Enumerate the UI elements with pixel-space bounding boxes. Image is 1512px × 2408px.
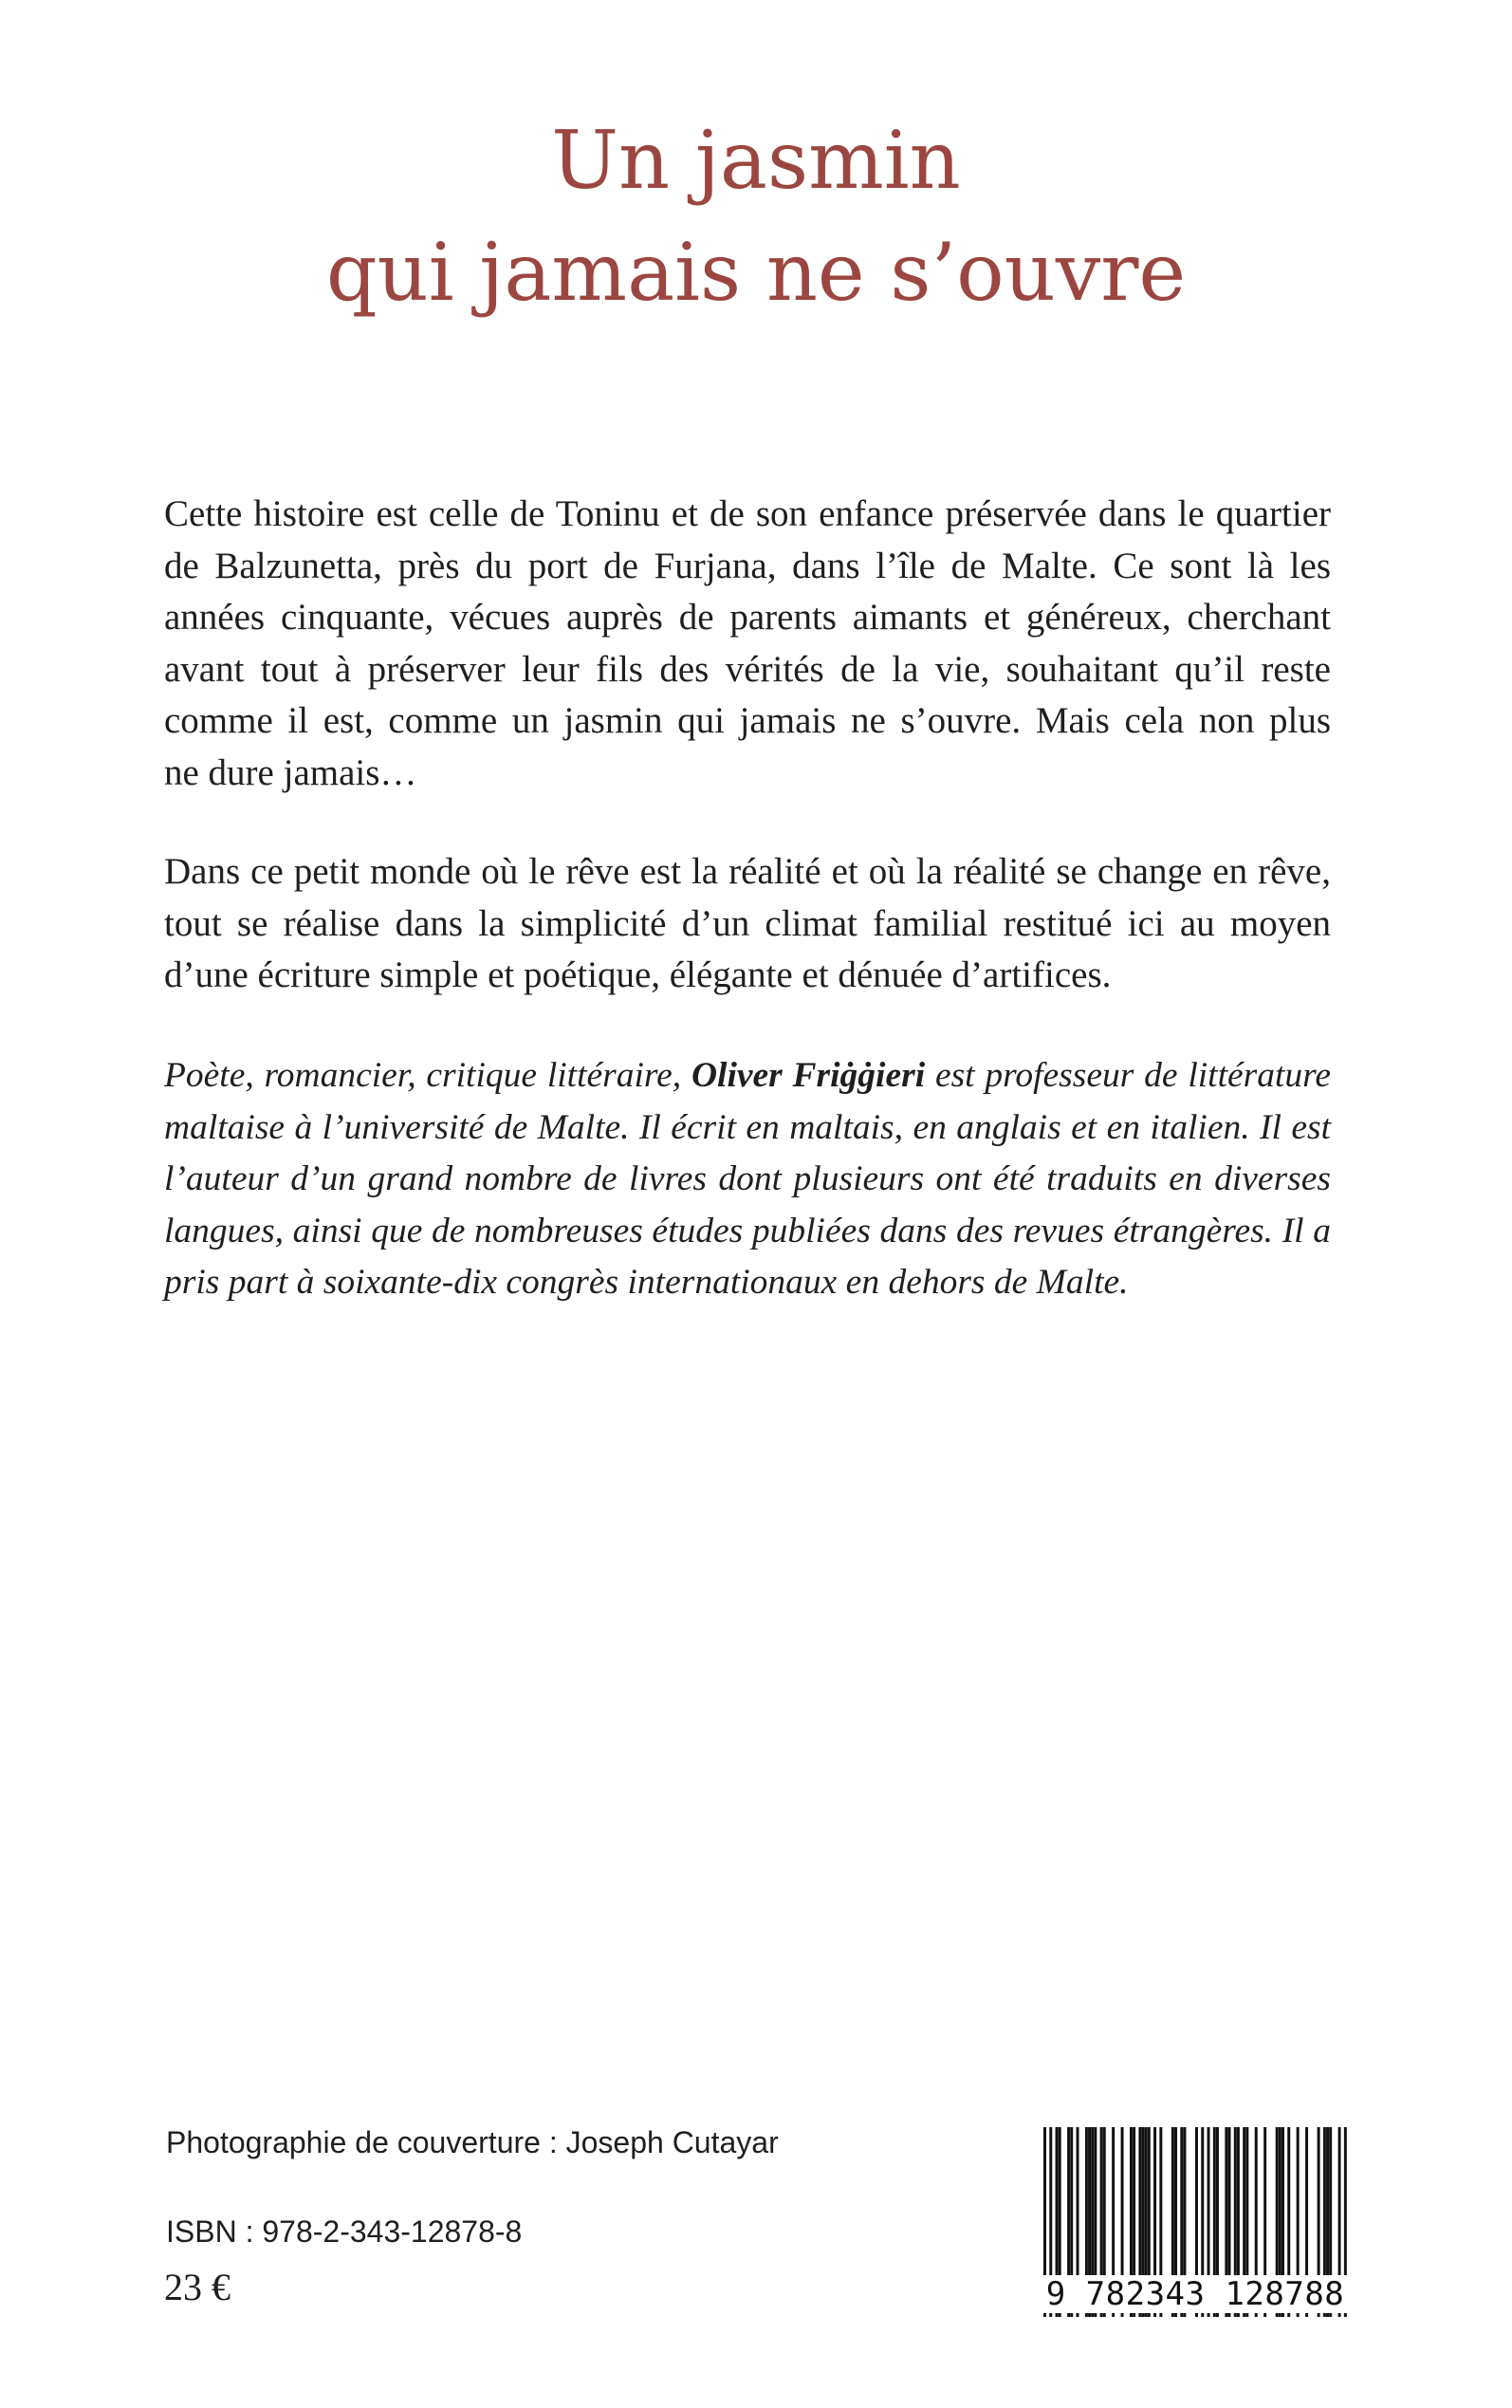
summary-line: avant tout à préserver leur fils des vérités de la vie, souhaitant qu’il reste	[164, 648, 1331, 690]
book-title	[0, 104, 1512, 328]
price: 23 €	[164, 2266, 230, 2308]
summary-line: ne dure jamais…	[164, 751, 417, 793]
summary-line: Dans ce petit monde où le rêve est la réalité et où la réalité se change en rêve,	[164, 851, 1331, 892]
title-line-2: qui jamais ne s’ouvre	[325, 226, 1187, 319]
summary-line: tout se réalise dans la simplicité d’un climat familial restitué ici au moyen	[164, 902, 1331, 944]
bio-line: pris part à soixante-dix congrès internationaux en dehors de Malte.	[164, 1263, 1129, 1302]
summary-line: d’une écriture simple et poétique, élégante et dénuée d’artifices.	[164, 954, 1112, 995]
bio-line: maltaise à l’université de Malte. Il écrit en maltais, en anglais et en italien. Il est	[164, 1107, 1331, 1147]
summary-line: comme il est, comme un jasmin qui jamais ne s’ouvre. Mais cela non plus	[164, 700, 1331, 741]
summary-line: Cette histoire est celle de Toninu et de son enfance préservée dans le quartier	[164, 493, 1331, 534]
bio-lead-end: est professeur de littérature	[925, 1056, 1332, 1095]
summary-paragraph-1	[164, 489, 1331, 799]
author-name: Oliver Friġġieri	[691, 1056, 926, 1095]
title-line-1: Un jasmin	[551, 114, 961, 207]
bio-line	[164, 1050, 1331, 1102]
author-bio	[164, 1050, 1331, 1309]
photo-credit: Photographie de couverture : Joseph Cutayar	[166, 2125, 779, 2159]
barcode-digits: 9 782343 128788	[1043, 2275, 1347, 2313]
summary-line: de Balzunetta, près du port de Furjana, dans l’île de Malte. Ce sont là les	[164, 545, 1331, 586]
bio-line: langues, ainsi que de nombreuses études publiées dans des revues étrangères. Il a	[164, 1211, 1331, 1250]
bio-line: l’auteur d’un grand nombre de livres dont plusieurs ont été traduits en diverses	[164, 1159, 1331, 1198]
summary-paragraph-2	[164, 846, 1331, 1002]
bio-lead: Poète, romancier, critique littéraire,	[164, 1056, 691, 1095]
isbn: ISBN : 978-2-343-12878-8	[166, 2214, 523, 2249]
summary-line: années cinquante, vécues auprès de parents aimants et généreux, cherchant	[164, 597, 1331, 638]
